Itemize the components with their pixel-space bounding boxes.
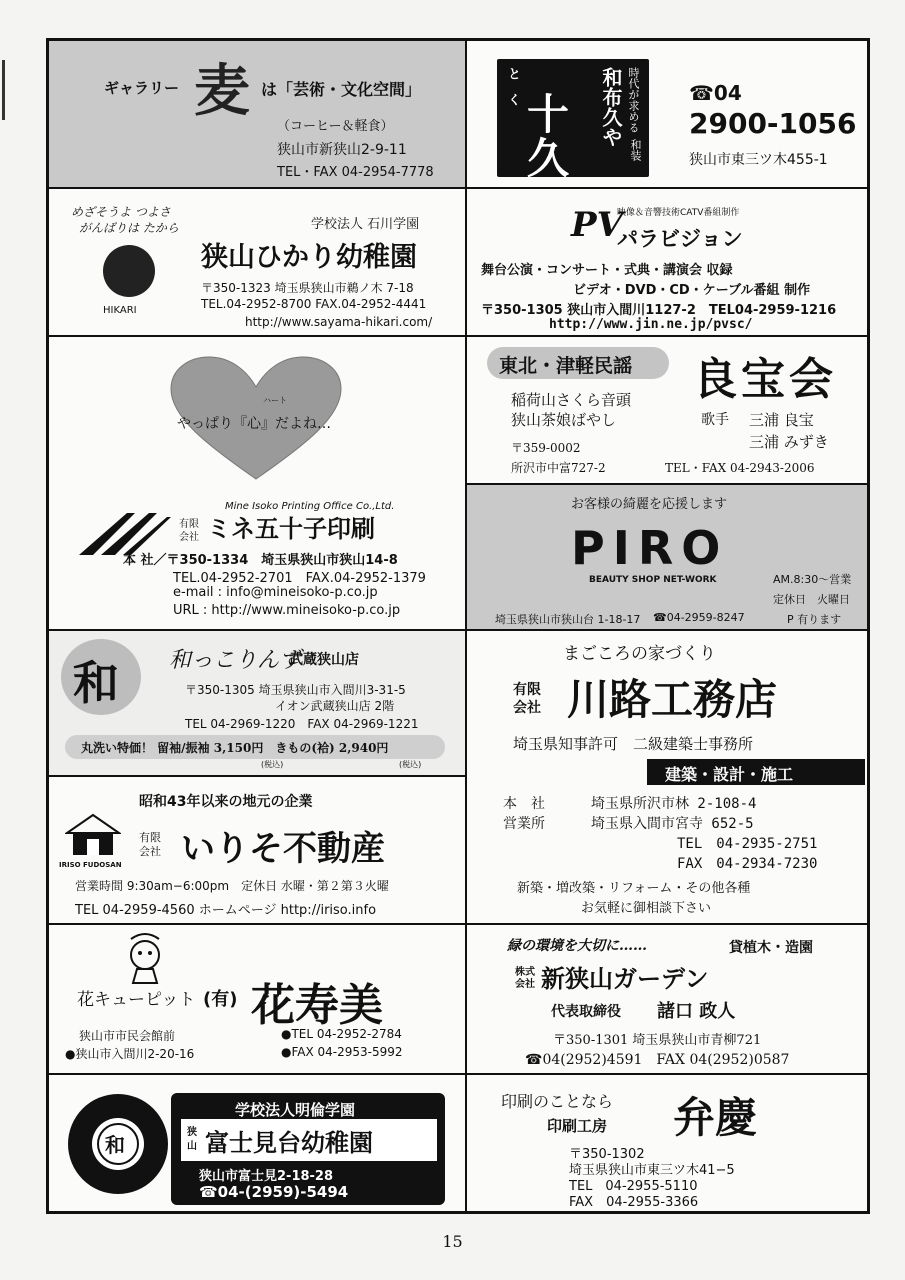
kawaji-office-address: 埼玉県入間市宮寺 652-5 [591,816,754,832]
hikari-slogan-1: めざそうよ つよさ [71,205,171,219]
benkei-label: 印刷工房 [547,1117,608,1135]
iriso-corp-small-2: 会社 [139,845,161,858]
iriso-house-icon [65,813,121,857]
kawaji-license: 埼玉県知事許可 二級建築士事務所 [513,735,754,753]
paravision-name: パラビジョン [617,227,743,251]
wakko-tel: TEL 04-2969-1220 FAX 04-2969-1221 [185,717,419,731]
heart-text: やっぱり『心』だよね… [177,416,331,432]
kasumi-fax: ●FAX 04-2953-5992 [281,1045,403,1059]
ad-paravision [466,188,868,336]
ad-piro [466,484,868,630]
hikari-url: http://www.sayama-hikari.com/ [245,315,433,329]
ryohokai-address: 所沢市中富727-2 [511,461,606,475]
meirin-tel: ☎04-(2959)-5494 [199,1183,349,1201]
kawaji-corp-small-2: 会社 [513,700,541,716]
noren-vertical-2: 和布久や [599,67,623,147]
garden-address: 〒350-1301 埼玉県狭山市青柳721 [553,1033,762,1048]
noren-vertical-1: 時代が求める [627,67,640,133]
ryohokai-name: 良宝会 [693,354,837,405]
gallery-name-char: 麦 [194,58,250,124]
ad-gallery [48,40,466,188]
ad-iriso [48,776,466,924]
paravision-logo-icon: PV [571,205,623,245]
mine-email: e-mail : info@mineisoko-p.co.jp [173,585,378,600]
kawaji-hq-address: 埼玉県所沢市林 2-108-4 [591,796,757,812]
piro-closed: 定休日 火曜日 [773,593,850,606]
hikari-slogan-2: がんばりは たから [79,221,179,235]
gallery-prefix: ギャラリー [104,79,180,97]
wakko-special: 丸洗い特価！ 留袖/振袖 3,150円 きもの(袷) 2,940円 [81,741,389,755]
iriso-tel: TEL 04-2959-4560 ホームページ http://iriso.info [75,903,377,918]
benkei-name: 弁慶 [673,1093,758,1142]
ad-mine-isoko [48,336,466,630]
kawaji-tagline: まごころの家づくり [563,644,716,664]
kasumi-corp: (有) [203,989,238,1010]
kawaji-tel: TEL 04-2935-2751 [677,836,818,852]
kasumi-tel: ●TEL 04-2952-2784 [281,1027,402,1041]
wakko-address-2: イオン武蔵狭山店 2階 [275,699,395,713]
wakko-logo: 和 [73,656,119,710]
garden-tel: ☎04(2952)4591 FAX 04(2952)0587 [525,1052,790,1068]
piro-tel: ☎04-2959-8247 [653,611,745,624]
ryohokai-genre: 東北・津軽民謡 [499,355,633,377]
kasumi-location: 狭山市市民会館前 [79,1029,176,1043]
mine-address: 本 社／〒350-1334 埼玉県狭山市狭山14-8 [123,553,398,568]
kawaji-fax: FAX 04-2934-7230 [677,856,818,872]
kawaji-hq-label: 本 社 [503,796,545,812]
piro-name: PIRO [571,521,729,575]
benkei-tagline: 印刷のことなら [501,1092,614,1111]
paravision-address: 〒350-1305 狭山市入間川1127-2 TEL04-2959-1216 [481,303,837,318]
ryohokai-song-1: 稲荷山さくら音頭 [511,391,632,409]
gallery-sub: （コーヒー＆軽食） [277,119,394,134]
mine-name: ミネ五十子印刷 [207,515,375,543]
iriso-tagline: 昭和43年以来の地元の企業 [139,794,313,810]
cupid-icon [117,931,173,985]
hikari-logo-icon [103,245,155,297]
wakko-brand: 和っこりんず [169,648,302,673]
kawaji-corp-small-1: 有限 [513,682,541,698]
mine-corp-small-1: 有限 [179,519,199,530]
gallery-tel: TEL・FAX 04-2954-7778 [277,165,434,180]
garden-corp-small-1: 株式 [515,967,535,978]
garden-corp-small-2: 会社 [515,979,535,990]
kawaji-office-label: 営業所 [503,816,545,832]
mine-url: URL : http://www.mineisoko-p.co.jp [173,603,401,618]
ad-ryohokai [466,336,868,484]
noren-big: 十久 [526,90,569,183]
meirin-pre-1: 狭 [187,1127,197,1138]
garden-rep-label: 代表取締役 [551,1004,621,1020]
gallery-tagline: は「芸術・文化空間」 [261,80,422,99]
paravision-line-1: 舞台公演・コンサート・式典・講演会 収録 [481,263,733,278]
meirin-pre-2: 山 [187,1141,197,1152]
wakko-branch: 武蔵狭山店 [289,652,359,668]
hikari-address: 〒350-1323 埼玉県狭山市鵜ノ木 7-18 [201,281,414,295]
kawaji-banner: 建築・設計・施工 [665,765,794,784]
ryohokai-tel: TEL・FAX 04-2943-2006 [665,461,815,475]
mine-tel: TEL.04-2952-2701 FAX.04-2952-1379 [173,571,426,586]
ad-toku [466,40,868,188]
page-edge-mark [2,60,5,120]
garden-category: 貸植木・造園 [729,940,813,956]
noren-curtain [497,59,649,183]
iriso-corp-small-1: 有限 [139,831,161,844]
wakko-tax-2: (税込) [399,760,422,769]
ryohokai-zip: 〒359-0002 [511,441,581,455]
kawaji-services: 新築・増改築・リフォーム・その他各種 [517,881,751,896]
kasumi-name: 花寿美 [251,980,383,1031]
garden-tagline: 緑の環境を大切に…… [507,938,647,954]
iriso-logo-text: IRISO FUDOSAN [59,861,122,869]
ad-fujimidai-kindergarten [48,1074,466,1212]
ryohokai-singer-label: 歌手 [701,412,729,428]
ad-kawaji [466,630,868,924]
ad-grid [46,38,870,1214]
benkei-address: 埼玉県狭山市東三ツ木41−5 [569,1163,735,1178]
piro-tagline: お客様の綺麗を応援します [571,497,728,512]
ryohokai-singer-2: 三浦 みずき [749,433,829,451]
wakko-tax-1: (税込) [261,760,284,769]
hikari-corp: 学校法人 石川学園 [311,217,420,232]
piro-parking: P 有ります [787,613,842,626]
benkei-tel: TEL 04-2955-5110 [569,1179,698,1194]
meirin-corp: 学校法人明倫学園 [235,1101,356,1119]
ad-kasumi [48,924,466,1074]
garden-name: 新狭山ガーデン [541,965,709,993]
wakko-address: 〒350-1305 埼玉県狭山市入間川3-31-5 [185,683,406,697]
garden-rep-name: 諸口 政人 [657,1001,736,1022]
mine-corp-small-2: 会社 [179,532,199,543]
kawaji-name: 川路工務店 [567,675,778,724]
iriso-name: いりそ不動産 [181,829,385,869]
ad-benkei [466,1074,868,1212]
paravision-small: 映像＆音響技術CATV番組制作 [617,208,740,218]
page-number: 15 [442,1232,463,1251]
hikari-logo-text: HIKARI [103,305,137,316]
paravision-url: http://www.jin.ne.jp/pvsc/ [549,317,753,332]
noren-vertical-3: 和装 [629,139,642,161]
piro-address: 埼玉県狭山市狭山台 1-18-17 [495,613,641,626]
toku-phone-prefix: ☎04 [689,81,742,105]
benkei-zip: 〒350-1302 [569,1147,645,1162]
meirin-address: 狭山市富士見2-18-28 [199,1169,334,1184]
benkei-fax: FAX 04-2955-3366 [569,1195,699,1210]
noren-small: と く [505,67,520,106]
ryohokai-song-2: 狭山茶娘ばやし [511,411,617,429]
heart-ruby: ハート [263,396,287,405]
kawaji-consult: お気軽に御相談下さい [581,901,712,916]
iriso-hours: 営業時間 9:30am−6:00pm 定休日 水曜・第２第３火曜 [75,879,389,893]
meirin-logo: 和 [105,1133,125,1157]
piro-hours: AM.8:30～営業 [773,573,852,586]
kasumi-cupid: 花キューピット [77,990,196,1010]
meirin-name: 富士見台幼稚園 [205,1129,373,1157]
ryohokai-singer-1: 三浦 良宝 [749,411,814,429]
hikari-name: 狭山ひかり幼稚園 [201,242,417,273]
ad-wakkorinzu [48,630,466,776]
toku-phone: 2900-1056 [689,107,857,140]
ad-shinsayama-garden [466,924,868,1074]
kasumi-address: ●狭山市入間川2-20-16 [65,1047,195,1061]
toku-address: 狭山市東三ツ木455-1 [689,152,828,168]
paravision-line-2: ビデオ・DVD・CD・ケーブル番組 制作 [573,283,811,298]
gallery-address: 狭山市新狭山2-9-11 [277,142,407,158]
hikari-tel: TEL.04-2952-8700 FAX.04-2952-4441 [201,297,427,311]
piro-sub: BEAUTY SHOP NET-WORK [589,575,717,585]
ad-hikari [48,188,466,336]
mine-english: Mine Isoko Printing Office Co.,Ltd. [225,501,395,512]
